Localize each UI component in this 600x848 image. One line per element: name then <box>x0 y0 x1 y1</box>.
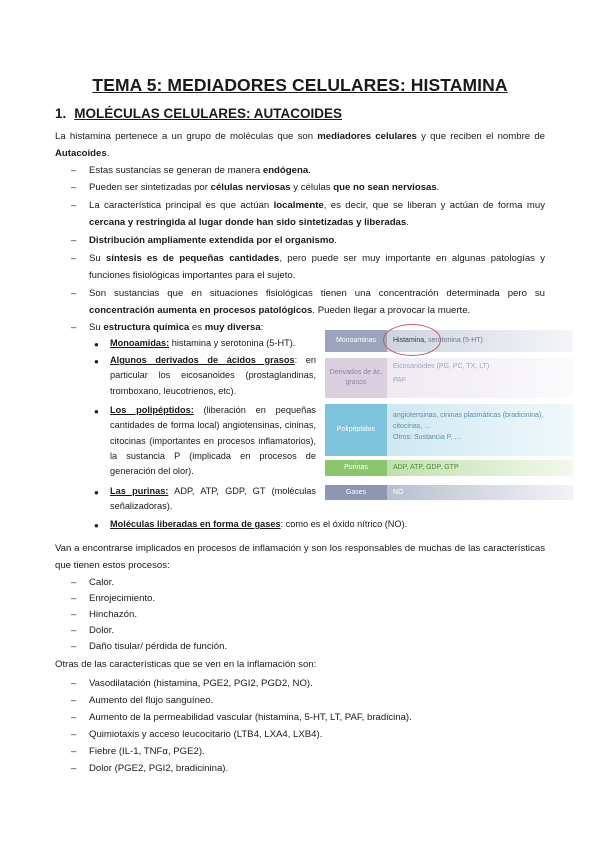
text: La histamina pertenece a un grupo de moléculas que son <box>55 131 318 142</box>
bullet-icon: ● <box>94 340 99 349</box>
diagram-row-acidos-grasos <box>325 358 573 398</box>
list-item: Pueden ser sintetizadas por células nerviosas y células que no sean nerviosas. <box>89 182 440 193</box>
text: . <box>106 148 110 159</box>
list-item: Enrojecimiento. <box>89 593 156 604</box>
diagram-row-gases <box>325 485 573 500</box>
section-number: 1. <box>55 106 67 121</box>
bold-text: mediadores celulares <box>317 131 417 142</box>
dash-marker: – <box>71 678 77 689</box>
dash-marker: – <box>71 200 77 211</box>
characteristics-paragraph: Otras de las características que se ven en la inflamación son: <box>55 659 317 670</box>
list-item: Su estructura química es muy diversa: <box>89 322 264 333</box>
dash-marker: – <box>71 609 77 620</box>
diagram-label: Monoaminas <box>325 330 387 352</box>
diagram-value: Eicosanoides (PG, PC, TX, LT) PAF <box>387 358 573 398</box>
diagram-value: ADP, ATP, GDP, GTP <box>387 460 573 476</box>
diagram-row-purinas <box>325 460 573 476</box>
diagram-row-polipeptidos <box>325 404 573 456</box>
list-item: Vasodilatación (histamina, PGE2, PGI2, PGD2, NO). <box>89 678 313 689</box>
list-item: Aumento del flujo sanguíneo. <box>89 695 214 706</box>
list-item: Estas sustancias se generan de manera endógena. <box>89 165 311 176</box>
section-title: MOLÉCULAS CELULARES: AUTACOIDES <box>74 106 343 121</box>
highlight-circle <box>383 324 441 356</box>
sub-item: Moléculas liberadas en forma de gases: como es el óxido nítrico (NO). <box>110 519 408 529</box>
diagram-value: angiotensinas, cininas plasmáticas (bradicinina), citocinas, … Otros: Sustancia P, … <box>387 404 573 456</box>
dash-marker: – <box>71 182 77 193</box>
list-item: Calor. <box>89 577 115 588</box>
list-item: Hinchazón. <box>89 609 137 620</box>
list-item: Dolor (PGE2, PGI2, bradicinina). <box>89 763 229 774</box>
diagram-label: Purinas <box>325 460 387 476</box>
diagram-row-monoaminas <box>325 330 573 352</box>
page-title: TEMA 5: MEDIADORES CELULARES: HISTAMINA <box>92 75 508 95</box>
list-item: La característica principal es que actúan localmente, es decir, que se liberan y actúan de forma muy cercana y restringida al lugar donde han sido sintetizadas y liberadas. <box>89 200 545 228</box>
dash-marker: – <box>71 729 77 740</box>
diagram-label: Derivados de ác. grasos <box>325 358 387 398</box>
dash-marker: – <box>71 253 77 264</box>
bullet-icon: ● <box>94 521 99 530</box>
bullet-icon: ● <box>94 357 99 366</box>
section-heading <box>55 106 342 121</box>
dash-marker: – <box>71 235 77 246</box>
list-item: Distribución ampliamente extendida por el organismo. <box>89 235 337 246</box>
dash-marker: – <box>71 288 77 299</box>
bullet-icon: ● <box>94 407 99 416</box>
dash-marker: – <box>71 625 77 636</box>
list-item: Son sustancias que en situaciones fisiológicas tienen una concentración determinada pero su concentración aumenta en procesos patológicos. Pueden llegar a provocar la muerte. <box>89 288 545 316</box>
bullet-icon: ● <box>94 488 99 497</box>
dash-marker: – <box>71 763 77 774</box>
list-item: Dolor. <box>89 625 115 636</box>
diagram-value: NO <box>387 485 573 500</box>
diagram-label: Gases <box>325 485 387 500</box>
sub-item: Monoamidas: histamina y serotonina (5-HT). <box>110 338 296 348</box>
intro-paragraph <box>55 128 545 162</box>
list-item: Fiebre (IL-1, TNFα, PGE2). <box>89 746 205 757</box>
dash-marker: – <box>71 165 77 176</box>
dash-marker: – <box>71 695 77 706</box>
list-item: Quimiotaxis y acceso leucocitario (LTB4, LXA4, LXB4). <box>89 729 323 740</box>
bold-text: Autacoides <box>55 148 107 159</box>
sub-item: Las purinas: ADP, ATP, GDP, GT (moléculas señalizadoras). <box>110 486 316 512</box>
diagram-value: Histamina, serotonina (5-HT) <box>387 330 573 352</box>
list-item: Su síntesis es de pequeñas cantidades, pero puede ser muy importante en algunas patologías y funciones fisiológicas importantes para el sujeto. <box>89 253 545 281</box>
inflammation-paragraph: Van a encontrarse implicados en procesos de inflamación y son los responsables de muchas de las características que tienen estos procesos: <box>55 543 545 571</box>
classification-diagram <box>325 330 573 506</box>
dash-marker: – <box>71 593 77 604</box>
dash-marker: – <box>71 322 77 333</box>
sub-item: Algunos derivados de ácidos grasos: en particular los eicosanoides (prostaglandinas, tromboxano, leucotrienos, etc). <box>110 355 316 396</box>
text: y que reciben el nombre de <box>416 131 545 142</box>
dash-marker: – <box>71 712 77 723</box>
sub-item: Los polipéptidos: (liberación en pequeñas cantidades de forma local) angiotensinas, cininas, citocinas (importantes en procesos inflamatorios), la sustancia P (implicada en procesos de generación del olor). <box>110 405 316 477</box>
list-item: Aumento de la permeabilidad vascular (histamina, 5-HT, LT, PAF, bradicina). <box>89 712 412 723</box>
diagram-label: Polipéptidos <box>325 404 387 456</box>
list-item: Daño tisular/ pérdida de función. <box>89 641 228 652</box>
dash-marker: – <box>71 641 77 652</box>
dash-marker: – <box>71 577 77 588</box>
dash-marker: – <box>71 746 77 757</box>
